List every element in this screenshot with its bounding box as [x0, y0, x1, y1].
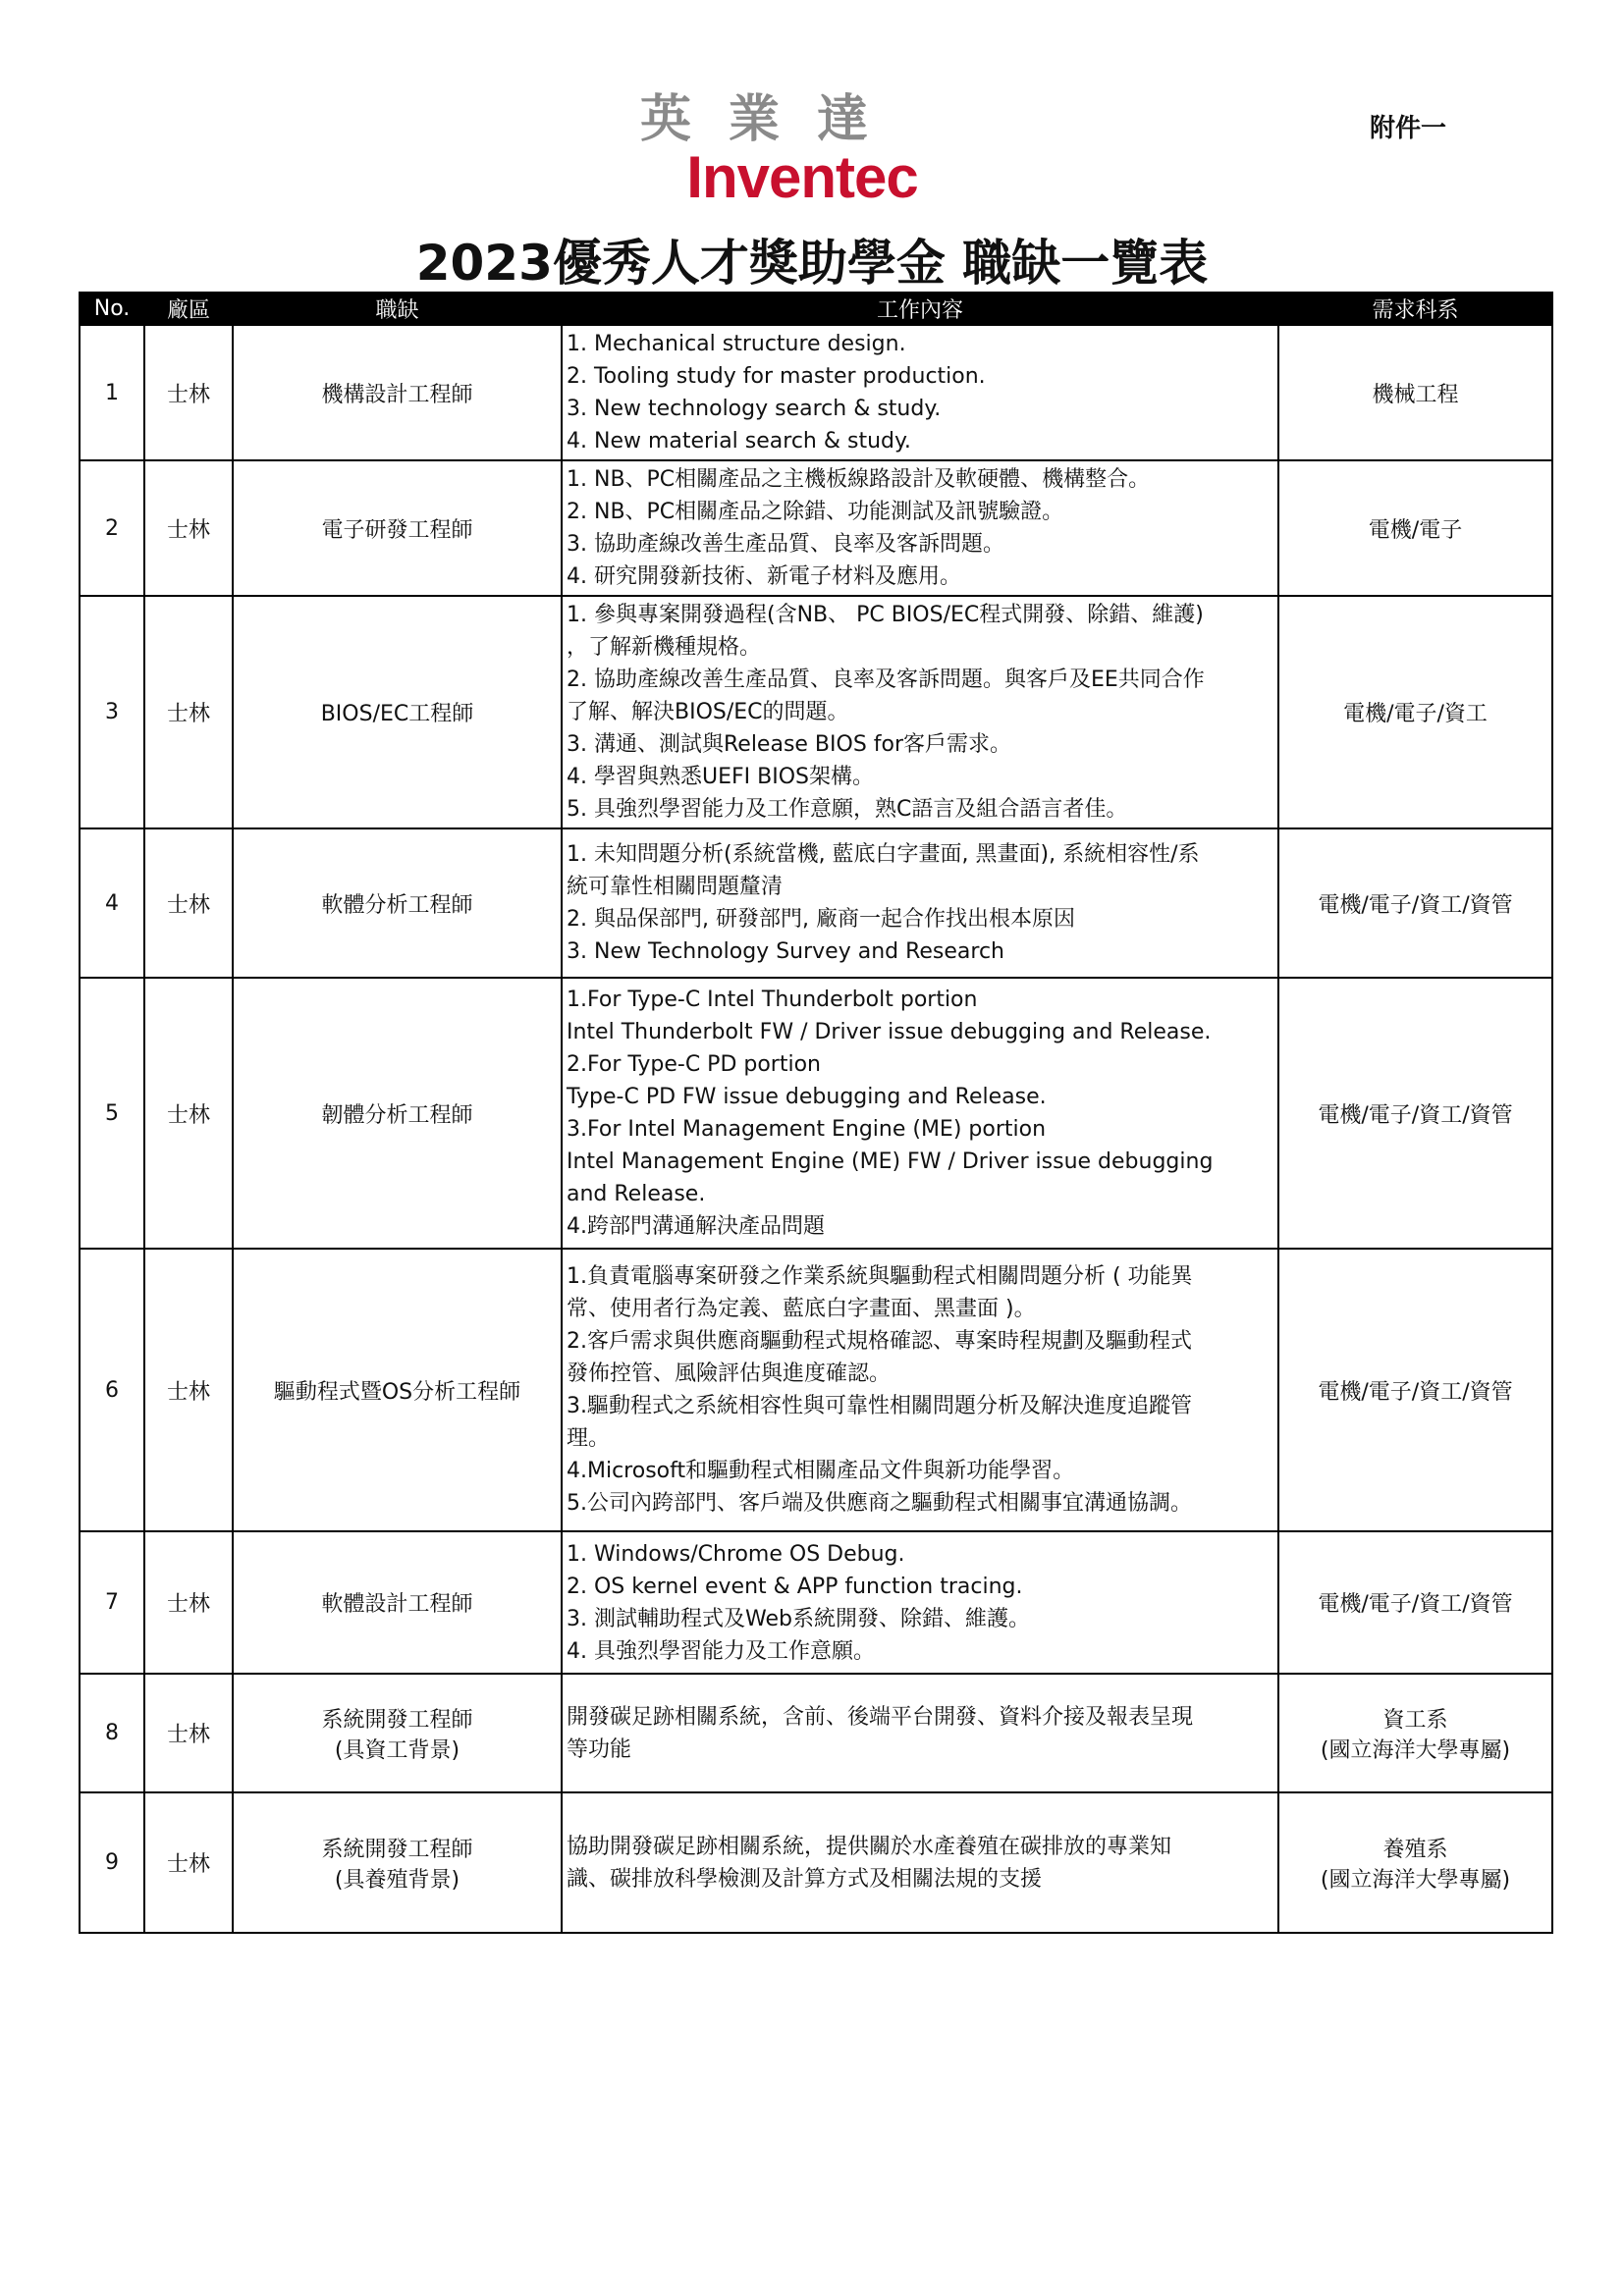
position-line: 電子研發工程師 [321, 517, 473, 543]
job-content-line: 等功能 [567, 1736, 632, 1762]
site-cell: 士林 [144, 1674, 233, 1792]
site-cell: 士林 [144, 1531, 233, 1674]
position-cell [233, 828, 562, 978]
department-cell [1278, 828, 1552, 978]
company-logo: Inventec [686, 144, 918, 210]
company-logo-chinese: 英業達 [640, 89, 906, 149]
job-content-line: 3. New Technology Survey and Research [567, 939, 1005, 964]
department-line: 養殖系 [1382, 1837, 1448, 1862]
site-cell: 士林 [144, 460, 233, 596]
row-number: 9 [80, 1792, 144, 1933]
job-content-line: 4.跨部門溝通解決產品問題 [567, 1214, 825, 1239]
job-content-line: 1. NB、PC相關產品之主機板線路設計及軟硬體、機構整合。 [567, 467, 1151, 492]
job-content-line: 了解、解決BIOS/EC的問題。 [567, 700, 849, 724]
job-content-line: Type-C PD FW issue debugging and Release. [567, 1085, 1047, 1109]
job-content-line: 1. Windows/Chrome OS Debug. [567, 1541, 905, 1567]
column-header-department: 需求科系 [1278, 293, 1552, 325]
job-content-line: 識、碳排放科學檢測及計算方式及相關法規的支援 [567, 1866, 1043, 1892]
job-content-line: 5. 具強烈學習能力及工作意願，熟C語言及組合語言者佳。 [567, 797, 1128, 822]
job-content-cell [562, 1792, 1278, 1933]
job-content-cell [562, 460, 1278, 596]
job-content-line: 3. 溝通、測試與Release BIOS for客戶需求。 [567, 732, 1012, 757]
site-cell: 士林 [144, 978, 233, 1249]
job-content-cell [562, 1249, 1278, 1531]
site-cell: 士林 [144, 325, 233, 460]
job-content-cell [562, 596, 1278, 828]
department-line: 資工系 [1382, 1707, 1448, 1733]
job-content-line: 1.For Type-C Intel Thunderbolt portion [567, 988, 978, 1012]
department-cell [1278, 325, 1552, 460]
position-line: 軟體分析工程師 [321, 892, 473, 918]
site-cell: 士林 [144, 596, 233, 828]
table-row [80, 828, 1552, 978]
department-line: (國立海洋大學專屬) [1320, 1737, 1511, 1763]
job-content-line: 2. Tooling study for master production. [567, 364, 986, 389]
column-header-no: No. [80, 293, 144, 325]
row-number: 8 [80, 1674, 144, 1792]
position-line: 驅動程式暨OS分析工程師 [273, 1379, 521, 1405]
job-content-cell [562, 978, 1278, 1249]
department-cell [1278, 1249, 1552, 1531]
job-content-line: and Release. [567, 1182, 706, 1206]
position-line: 系統開發工程師 [321, 1837, 473, 1862]
row-number: 4 [80, 828, 144, 978]
job-content-line: 2. OS kernel event & APP function tracing. [567, 1574, 1023, 1599]
job-content-line: 發佈控管、風險評估與進度確認。 [567, 1362, 892, 1386]
position-cell [233, 1249, 562, 1531]
attachment-label: 附件一 [1370, 114, 1447, 143]
job-content-line: 2. 協助產線改善生產品質、良率及客訴問題。與客戶及EE共同合作 [567, 667, 1205, 692]
department-line: 電機/電子/資工/資管 [1318, 1102, 1513, 1128]
job-content-line: 4. New material search & study. [567, 429, 911, 454]
row-number: 2 [80, 460, 144, 596]
job-content-line: 1.負責電腦專案研發之作業系統與驅動程式相關問題分析 ( 功能異 [567, 1264, 1193, 1289]
job-content-line: 1. Mechanical structure design. [567, 332, 906, 356]
job-content-line: Intel Thunderbolt FW / Driver issue debugging and Release. [567, 1020, 1212, 1044]
department-line: 電機/電子 [1368, 517, 1463, 543]
page-title: 2023優秀人才獎助學金 職缺一覽表 [415, 235, 1209, 292]
department-cell [1278, 460, 1552, 596]
department-cell [1278, 596, 1552, 828]
department-cell [1278, 1792, 1552, 1933]
department-line: 電機/電子/資工/資管 [1318, 892, 1513, 918]
job-content-line: 理。 [567, 1426, 611, 1451]
table-row [80, 596, 1552, 828]
job-content-line: 5.公司內跨部門、客戶端及供應商之驅動程式相關事宜溝通協調。 [567, 1491, 1192, 1516]
job-content-line: 2. NB、PC相關產品之除錯、功能測試及訊號驗證。 [567, 500, 1064, 524]
department-line: 電機/電子/資工/資管 [1318, 1379, 1513, 1405]
row-number: 5 [80, 978, 144, 1249]
table-row [80, 978, 1552, 1249]
job-content-cell [562, 828, 1278, 978]
position-cell [233, 460, 562, 596]
row-number: 6 [80, 1249, 144, 1531]
job-content-line: 4. 具強烈學習能力及工作意願。 [567, 1638, 875, 1664]
department-cell [1278, 978, 1552, 1249]
row-number: 3 [80, 596, 144, 828]
site-cell: 士林 [144, 828, 233, 978]
table-row [80, 460, 1552, 596]
column-header-job-content: 工作內容 [562, 293, 1278, 325]
position-cell [233, 1531, 562, 1674]
position-line: 機構設計工程師 [321, 382, 473, 407]
job-content-line: ，了解新機種規格。 [567, 635, 762, 660]
department-cell [1278, 1531, 1552, 1674]
job-content-line: 2.客戶需求與供應商驅動程式規格確認、專案時程規劃及驅動程式 [567, 1329, 1192, 1354]
job-openings-table [79, 292, 1553, 1934]
job-content-line: 協助開發碳足跡相關系統，提供關於水產養殖在碳排放的專業知 [567, 1834, 1172, 1859]
job-content-line: 4. 學習與熟悉UEFI BIOS架構。 [567, 765, 874, 789]
site-cell: 士林 [144, 1249, 233, 1531]
department-line: 機械工程 [1372, 382, 1459, 407]
position-line: BIOS/EC工程師 [320, 702, 474, 726]
job-content-line: 開發碳足跡相關系統，含前、後端平台開發、資料介接及報表呈現 [567, 1704, 1194, 1730]
position-cell [233, 325, 562, 460]
position-cell [233, 596, 562, 828]
table-header-row [80, 293, 1552, 325]
table-row [80, 1531, 1552, 1674]
row-number: 7 [80, 1531, 144, 1674]
job-content-cell [562, 1674, 1278, 1792]
position-line: (具資工背景) [334, 1737, 460, 1763]
job-content-line: 4.Microsoft和驅動程式相關產品文件與新功能學習。 [567, 1459, 1075, 1483]
column-header-position: 職缺 [233, 293, 562, 325]
job-content-line: 1. 未知問題分析(系統當機, 藍底白字畫面, 黑畫面), 系統相容性/系 [567, 842, 1200, 867]
job-content-line: 3.驅動程式之系統相容性與可靠性相關問題分析及解決進度追蹤管 [567, 1394, 1192, 1418]
job-content-line: 3. New technology search & study. [567, 397, 942, 421]
position-line: 軟體設計工程師 [321, 1592, 473, 1617]
table-row [80, 1249, 1552, 1531]
job-content-line: 3. 協助產線改善生產品質、良率及客訴問題。 [567, 532, 1004, 557]
job-content-line: 統可靠性相關問題釐清 [567, 875, 784, 899]
department-line: 電機/電子/資工/資管 [1318, 1592, 1513, 1617]
department-cell [1278, 1674, 1552, 1792]
job-content-line: Intel Management Engine (ME) FW / Driver issue debugging [567, 1149, 1214, 1174]
column-header-site: 廠區 [144, 293, 233, 325]
job-content-line: 2.For Type-C PD portion [567, 1052, 821, 1077]
position-line: 韌體分析工程師 [321, 1102, 473, 1128]
position-cell [233, 1792, 562, 1933]
job-content-cell [562, 325, 1278, 460]
table-row [80, 325, 1552, 460]
position-line: (具養殖背景) [334, 1867, 460, 1893]
job-content-line: 3. 測試輔助程式及Web系統開發、除錯、維護。 [567, 1606, 1030, 1631]
department-line: (國立海洋大學專屬) [1320, 1867, 1511, 1893]
job-content-line: 4. 研究開發新技術、新電子材料及應用。 [567, 564, 961, 589]
job-content-line: 3.For Intel Management Engine (ME) portion [567, 1117, 1047, 1142]
job-content-line: 2. 與品保部門, 研發部門, 廠商一起合作找出根本原因 [567, 907, 1075, 932]
position-cell [233, 978, 562, 1249]
job-content-line: 1. 參與專案開發過程(含NB、 PC BIOS/EC程式開發、除錯、維護) [567, 603, 1204, 627]
site-cell: 士林 [144, 1792, 233, 1933]
table-row [80, 1792, 1552, 1933]
job-content-line: 常、使用者行為定義、藍底白字畫面、黑畫面 )。 [567, 1297, 1036, 1321]
department-line: 電機/電子/資工 [1343, 702, 1488, 726]
position-cell [233, 1674, 562, 1792]
position-line: 系統開發工程師 [321, 1707, 473, 1733]
table-row [80, 1674, 1552, 1792]
job-content-cell [562, 1531, 1278, 1674]
row-number: 1 [80, 325, 144, 460]
